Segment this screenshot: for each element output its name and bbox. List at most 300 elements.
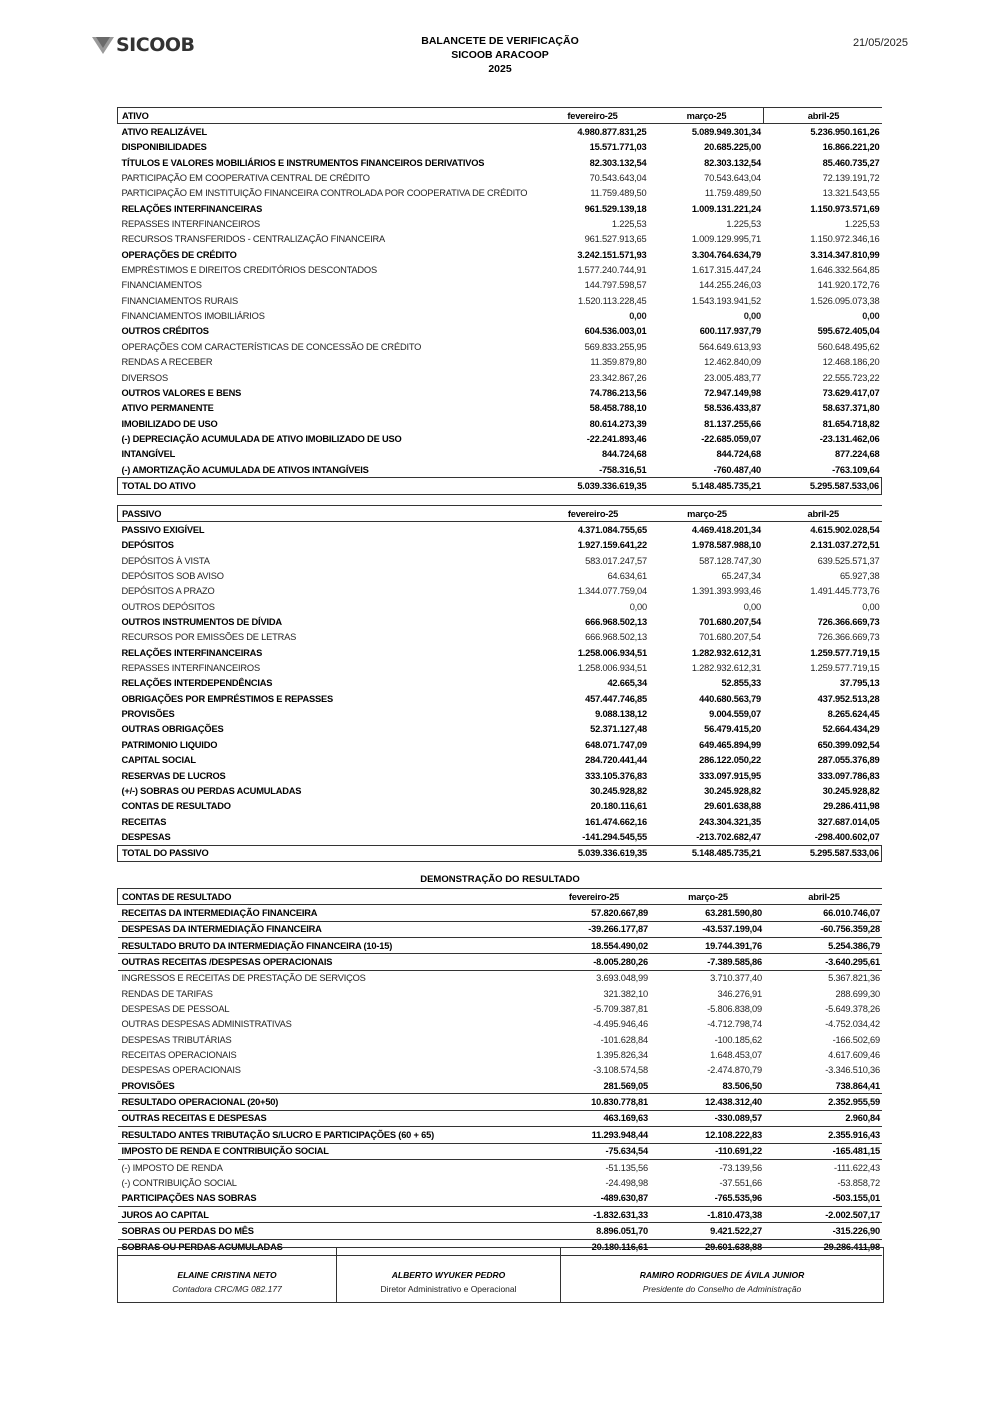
row-value: 15.571.771,03 (589, 142, 647, 153)
row-value: 1.648.453,07 (710, 1050, 762, 1061)
row-value: 5.236.950.161,26 (810, 127, 880, 138)
row-label: DISPONIBILIDADES (121, 142, 207, 153)
ativo-header-row (118, 108, 882, 124)
row-label: RECURSOS TRANSFERIDOS - CENTRALIZAÇÃO FINANCEIRA (121, 234, 385, 245)
row-value: 13.321.543,55 (822, 188, 880, 199)
table-row (118, 1223, 883, 1239)
row-value: 1.577.240.744,91 (577, 265, 647, 276)
total-row (118, 478, 882, 494)
row-value: 12.108.222,83 (650, 1127, 764, 1143)
ativo-header-label: ATIVO (118, 108, 535, 124)
table-row (118, 1047, 883, 1062)
row-label: RELAÇÕES INTERFINANCEIRAS (121, 203, 263, 214)
row-value: 463.169,63 (536, 1110, 650, 1126)
row-value: 1.520.113.228,45 (578, 295, 647, 306)
row-value: -8.005.280,26 (536, 954, 650, 970)
table-row (118, 385, 882, 400)
row-value: 11.359.879,80 (590, 357, 647, 368)
row-value: -39.266.177,87 (536, 921, 650, 937)
row-value: 30.245.928,82 (704, 785, 761, 796)
table-row (118, 599, 882, 614)
row-value: 321.382,10 (603, 988, 648, 999)
row-value: 83.506,50 (650, 1078, 764, 1094)
month-header: fevereiro-25 (535, 506, 649, 522)
row-label: OUTRAS RECEITAS /DESPESAS OPERACIONAIS (118, 954, 537, 970)
row-value: 9.088.138,12 (595, 709, 647, 720)
row-value: -213.702.682,47 (696, 831, 761, 842)
row-value: 1.617.315.447,24 (691, 265, 761, 276)
signature-president (560, 1248, 883, 1302)
row-value: -330.089,57 (650, 1110, 764, 1126)
row-value: -5.806.838,09 (707, 1004, 762, 1015)
row-value: 346.276,91 (717, 988, 762, 999)
row-value: 30.245.928,82 (590, 785, 647, 796)
table-row (118, 1032, 883, 1047)
row-value: 1.225,53 (844, 219, 880, 230)
row-value: 29.601.638,88 (650, 1239, 764, 1255)
table-row (118, 447, 882, 462)
row-value: -24.498,98 (605, 1177, 648, 1188)
row-value: -2.002.507,17 (764, 1206, 882, 1222)
row-value: -503.155,01 (764, 1191, 882, 1207)
row-value: 1.259.577.719,15 (810, 663, 880, 674)
row-value: 23.005.483,77 (704, 372, 761, 383)
row-value: 701.680.207,54 (699, 632, 761, 643)
table-row (118, 553, 882, 568)
row-value: 0,00 (629, 311, 647, 322)
row-value: 243.304.321,35 (699, 816, 761, 827)
row-label: (-) DEPRECIAÇÃO ACUMULADA DE ATIVO IMOBILIZADO DE USO (121, 433, 402, 444)
row-value: -37.551,66 (719, 1177, 762, 1188)
row-label: CONTAS DE RESULTADO (121, 801, 231, 812)
row-value: 1.491.445.773,76 (810, 586, 880, 597)
table-row (118, 737, 882, 752)
row-value: 56.479.415,20 (704, 724, 761, 735)
row-value: 284.720.441,44 (585, 755, 647, 766)
row-value: 3.304.764.634,79 (691, 249, 761, 260)
table-row (118, 140, 882, 155)
row-label: DESPESAS TRIBUTÁRIAS (121, 1034, 232, 1045)
row-value: -73.139,56 (719, 1162, 762, 1173)
row-label: JUROS AO CAPITAL (118, 1206, 537, 1222)
row-value: 281.569,05 (536, 1078, 650, 1094)
row-value: 1.225,53 (611, 219, 647, 230)
row-value: 4.469.418.201,34 (691, 525, 761, 536)
row-value: 5.367.821,36 (828, 973, 880, 984)
row-value: 0,00 (862, 601, 880, 612)
table-row (118, 308, 882, 323)
row-value: -298.400.602,07 (814, 831, 880, 842)
row-value: 58.458.788,10 (589, 403, 647, 414)
total-value: 5.295.587.533,06 (763, 478, 882, 494)
row-label: DESPESAS DA INTERMEDIAÇÃO FINANCEIRA (118, 921, 537, 937)
document-year: 2025 (488, 63, 512, 75)
row-value: -166.502,69 (832, 1034, 880, 1045)
table-row (118, 1001, 883, 1016)
row-value: -4.752.034,42 (825, 1019, 880, 1030)
row-value: 639.525.571,37 (817, 555, 880, 566)
row-value: 569.833.255,95 (584, 341, 647, 352)
month-header: fevereiro-25 (536, 889, 650, 905)
row-label: RECEITAS OPERACIONAIS (121, 1050, 237, 1061)
document-date: 21/05/2025 (852, 37, 908, 49)
table-row (118, 568, 882, 583)
row-value: 85.460.735,27 (822, 157, 880, 168)
row-value: 649.465.894,99 (699, 739, 761, 750)
total-label: TOTAL DO PASSIVO (118, 845, 536, 861)
row-value: 19.744.391,76 (650, 938, 764, 954)
table-row (118, 538, 882, 553)
row-value: 440.680.563,79 (699, 693, 761, 704)
row-value: -489.630,87 (536, 1191, 650, 1207)
table-row (118, 1078, 883, 1094)
row-value: 1.927.159.641,22 (577, 540, 647, 551)
row-label: IMOBILIZADO DE USO (121, 418, 218, 429)
table-row (118, 630, 882, 645)
row-value: 5.089.949.301,34 (691, 127, 761, 138)
row-value: -53.858,72 (837, 1177, 880, 1188)
row-value: -101.628,84 (600, 1034, 648, 1045)
row-label: PASSIVO EXIGÍVEL (121, 525, 205, 536)
row-value: -7.389.585,86 (650, 954, 764, 970)
table-row (118, 186, 882, 201)
month-header: abril-25 (763, 506, 882, 522)
signature-block (117, 1247, 884, 1303)
row-label: RENDAS A RECEBER (121, 357, 213, 368)
table-row (118, 431, 882, 446)
signatory-role: Diretor Administrativo e Operacional (380, 1284, 517, 1294)
table-row (118, 1127, 883, 1143)
row-value: -315.226,90 (764, 1223, 882, 1239)
row-label: INTANGÍVEL (121, 449, 176, 460)
row-value: 2.131.037.272,51 (810, 540, 880, 551)
row-value: 587.128.747,30 (699, 555, 761, 566)
row-value: 22.555.723,22 (822, 372, 880, 383)
document-title: BALANCETE DE VERIFICAÇÃO (421, 35, 579, 47)
dre-table (117, 888, 882, 1256)
row-value: 4.617.609,46 (828, 1050, 880, 1061)
row-value: 738.864,41 (764, 1078, 882, 1094)
passivo-header-label: PASSIVO (118, 506, 536, 522)
table-row (118, 339, 882, 354)
row-label: OBRIGAÇÕES POR EMPRÉSTIMOS E REPASSES (121, 693, 333, 704)
row-label: RESERVAS DE LUCROS (121, 770, 226, 781)
dre-header-row (118, 889, 883, 905)
table-row (118, 753, 882, 768)
row-value: 70.543.643,04 (704, 173, 761, 184)
row-value: 1.150.973.571,69 (810, 203, 880, 214)
total-label: TOTAL DO ATIVO (118, 478, 535, 494)
row-value: 70.543.643,04 (589, 173, 647, 184)
row-value: 11.759.489,50 (590, 188, 647, 199)
row-value: 0,00 (862, 311, 880, 322)
row-label: RECEITAS DA INTERMEDIAÇÃO FINANCEIRA (118, 905, 537, 921)
row-value: 1.526.095.073,38 (810, 295, 880, 306)
row-value: 42.665,34 (607, 678, 647, 689)
month-header: março-25 (650, 889, 764, 905)
row-value: 666.968.502,13 (585, 617, 647, 628)
table-row (118, 645, 882, 660)
row-label: FINANCIAMENTOS (121, 280, 202, 291)
row-value: 58.536.433,87 (704, 403, 761, 414)
month-header: abril-25 (763, 108, 882, 124)
dre-header-label: CONTAS DE RESULTADO (118, 889, 537, 905)
passivo-table (117, 505, 882, 862)
row-value: 961.529.139,18 (584, 203, 647, 214)
row-value: 1.395.826,34 (596, 1050, 648, 1061)
table-row (118, 1143, 883, 1159)
signatory-name: RAMIRO RODRIGUES DE ÁVILA JUNIOR (639, 1270, 805, 1280)
row-value: 73.629.417,07 (822, 387, 880, 398)
total-value: 5.148.485.735,21 (649, 478, 764, 494)
row-value: -763.109,64 (832, 464, 880, 475)
row-value: 877.224,68 (834, 449, 880, 460)
table-row (118, 1159, 883, 1175)
row-value: 141.920.172,76 (817, 280, 880, 291)
table-row (118, 522, 882, 538)
table-row (118, 1017, 883, 1032)
row-value: 1.282.932.612,31 (691, 647, 761, 658)
row-value: 29.286.411,98 (764, 1239, 882, 1255)
row-label: DESPESAS OPERACIONAIS (121, 1065, 241, 1076)
row-value: 600.117.937,79 (699, 326, 761, 337)
row-label: DEPÓSITOS SOB AVISO (121, 571, 224, 582)
row-value: 12.438.312,40 (650, 1094, 764, 1110)
row-value: 333.097.786,83 (817, 770, 880, 781)
table-row (118, 124, 882, 140)
total-value: 5.148.485.735,21 (649, 845, 763, 861)
row-value: 74.786.213,56 (589, 387, 647, 398)
row-value: -1.810.473,38 (650, 1206, 764, 1222)
row-value: 0,00 (629, 601, 647, 612)
signatory-name: ELAINE CRISTINA NETO (177, 1270, 277, 1280)
table-row (118, 1206, 883, 1222)
row-value: -43.537.199,04 (650, 921, 764, 937)
row-value: -75.634,54 (536, 1143, 650, 1159)
table-row (118, 691, 882, 706)
row-value: -100.185,62 (714, 1034, 762, 1045)
row-label: RESULTADO ANTES TRIBUTAÇÃO S/LUCRO E PARTICIPAÇÕES (60 + 65) (118, 1127, 537, 1143)
row-label: RECURSOS POR EMISSÕES DE LETRAS (121, 632, 297, 643)
row-label: OUTRAS DESPESAS ADMINISTRATIVAS (121, 1019, 292, 1030)
row-value: 8.265.624,45 (827, 709, 880, 720)
row-label: RELAÇÕES INTERDEPENDÊNCIAS (121, 678, 273, 689)
row-value: 81.654.718,82 (822, 418, 880, 429)
row-label: PROVISÕES (121, 709, 175, 720)
row-value: 457.447.746,85 (585, 693, 647, 704)
table-row (118, 970, 883, 986)
row-value: 701.680.207,54 (699, 617, 761, 628)
row-label: DEPÓSITOS A PRAZO (121, 586, 215, 597)
row-value: -3.108.574,58 (593, 1065, 648, 1076)
row-value: 81.137.255,66 (704, 418, 761, 429)
row-value: 66.010.746,07 (764, 905, 882, 921)
row-value: 1.009.129.995,71 (691, 234, 761, 245)
row-value: -758.316,51 (599, 464, 647, 475)
signatory-role: Presidente do Conselho de Administração (642, 1284, 802, 1294)
table-row (118, 155, 882, 170)
table-row (118, 293, 882, 308)
row-value: -23.131.462,06 (819, 433, 880, 444)
row-value: 4.371.084.755,65 (577, 525, 647, 536)
table-row (118, 232, 882, 247)
row-value: -760.487,40 (713, 464, 761, 475)
table-row (118, 938, 883, 954)
row-value: 333.097.915,95 (699, 770, 761, 781)
row-value: 12.462.840,09 (704, 357, 761, 368)
row-value: -110.691,22 (650, 1143, 764, 1159)
row-value: 10.830.778,81 (536, 1094, 650, 1110)
row-value: -5.649.378,26 (825, 1004, 880, 1015)
row-value: 3.710.377,40 (710, 973, 762, 984)
row-label: (+/-) SOBRAS OU PERDAS ACUMULADAS (121, 785, 302, 796)
month-header: março-25 (649, 506, 763, 522)
row-value: -4.712.798,74 (707, 1019, 762, 1030)
row-value: 58.637.371,80 (822, 403, 880, 414)
table-row (118, 201, 882, 216)
table-row (118, 986, 883, 1001)
row-value: 72.139.191,72 (822, 173, 880, 184)
row-value: 287.055.376,89 (817, 755, 880, 766)
row-label: DIVERSOS (121, 372, 168, 383)
total-value: 5.295.587.533,06 (763, 845, 882, 861)
row-value: 1.978.587.988,10 (691, 540, 761, 551)
table-row (118, 170, 882, 185)
signature-accountant (118, 1248, 336, 1302)
row-label: OPERAÇÕES DE CRÉDITO (121, 249, 237, 260)
row-value: 333.105.376,83 (585, 770, 647, 781)
row-label: FINANCIAMENTOS IMOBILIÁRIOS (121, 311, 265, 322)
row-value: 3.693.048,99 (596, 973, 648, 984)
row-value: 1.391.393.993,46 (691, 586, 761, 597)
row-value: 1.646.332.564,85 (810, 265, 880, 276)
row-value: 1.259.577.719,15 (810, 647, 880, 658)
row-value: 1.150.972.346,16 (810, 234, 880, 245)
row-value: 2.355.916,43 (764, 1127, 882, 1143)
row-value: 666.968.502,13 (585, 632, 647, 643)
row-value: 18.554.490,02 (536, 938, 650, 954)
table-row (118, 954, 883, 970)
table-row (118, 370, 882, 385)
row-value: -141.294.545,55 (582, 831, 647, 842)
row-value: 82.303.132,54 (589, 157, 647, 168)
row-value: 5.254.386,79 (764, 938, 882, 954)
row-value: 1.009.131.221,24 (691, 203, 761, 214)
row-value: 9.421.522,27 (650, 1223, 764, 1239)
row-value: -2.474.870,79 (707, 1065, 762, 1076)
row-value: 4.980.877.831,25 (577, 127, 647, 138)
table-row (118, 416, 882, 431)
row-value: 65.247,34 (721, 571, 761, 582)
dre-title: DEMONSTRAÇÃO DO RESULTADO (420, 874, 580, 885)
row-label: RESULTADO BRUTO DA INTERMEDIAÇÃO FINANCEIRA (10-15) (118, 938, 537, 954)
row-label: RELAÇÕES INTERFINANCEIRAS (121, 647, 263, 658)
row-label: CAPITAL SOCIAL (121, 755, 196, 766)
row-label: PARTICIPAÇÃO EM COOPERATIVA CENTRAL DE CRÉDITO (121, 173, 370, 184)
table-row (118, 921, 883, 937)
row-value: 1.258.006.934,51 (577, 647, 647, 658)
document-title-block (350, 34, 650, 76)
table-row (118, 247, 882, 262)
row-value: 57.820.667,89 (536, 905, 650, 921)
row-value: 564.649.613,93 (699, 341, 761, 352)
row-value: 4.615.902.028,54 (810, 525, 880, 536)
month-header: abril-25 (764, 889, 882, 905)
table-row (118, 783, 882, 798)
row-value: -765.535,96 (650, 1191, 764, 1207)
row-value: 286.122.050,22 (699, 755, 761, 766)
row-value: 604.536.003,01 (584, 326, 647, 337)
row-label: (-) IMPOSTO DE RENDA (121, 1162, 223, 1173)
table-row (118, 278, 882, 293)
row-value: 23.342.867,26 (589, 372, 647, 383)
row-value: 288.699,30 (835, 988, 880, 999)
table-row (118, 1191, 883, 1207)
row-label: OUTROS VALORES E BENS (121, 387, 242, 398)
passivo-header-row (118, 506, 882, 522)
row-value: 20.180.116,61 (590, 801, 647, 812)
row-label: FINANCIAMENTOS RURAIS (121, 295, 239, 306)
row-label: REPASSES INTERFINANCEIROS (121, 663, 260, 674)
row-value: 20.685.225,00 (704, 142, 761, 153)
table-row (118, 216, 882, 231)
table-row (118, 324, 882, 339)
sicoob-logo-icon (92, 34, 114, 56)
row-value: 1.225,53 (726, 219, 761, 230)
row-label: DESPESAS (121, 831, 171, 842)
row-value: -5.709.387,81 (593, 1004, 648, 1015)
row-value: 29.601.638,88 (704, 801, 761, 812)
row-value: 161.474.662,16 (585, 816, 647, 827)
row-value: 20.180.116,61 (536, 1239, 650, 1255)
table-row (118, 355, 882, 370)
row-label: OUTROS INSTRUMENTOS DE DÍVIDA (121, 617, 282, 628)
row-value: 144.797.598,57 (584, 280, 647, 291)
table-row (118, 584, 882, 599)
row-value: 37.795,13 (839, 678, 880, 689)
row-label: RENDAS DE TARIFAS (121, 988, 213, 999)
row-value: 650.399.092,54 (817, 739, 880, 750)
row-value: -3.346.510,36 (825, 1065, 880, 1076)
row-value: 961.527.913,65 (584, 234, 647, 245)
row-value: -22.685.059,07 (701, 433, 761, 444)
row-value: 3.242.151.571,93 (577, 249, 647, 260)
row-value: 12.468.186,20 (822, 357, 880, 368)
row-value: 2.960,84 (764, 1110, 882, 1126)
row-value: 8.896.051,70 (536, 1223, 650, 1239)
row-value: -51.135,56 (605, 1162, 648, 1173)
row-value: 0,00 (743, 601, 761, 612)
row-value: 648.071.747,09 (585, 739, 647, 750)
row-label: INGRESSOS E RECEITAS DE PRESTAÇÃO DE SERVIÇOS (121, 973, 366, 984)
row-value: 9.004.559,07 (709, 709, 761, 720)
row-label: OUTRAS RECEITAS E DESPESAS (118, 1110, 537, 1126)
row-value: 1.344.077.759,04 (577, 586, 647, 597)
row-value: 726.366.669,73 (817, 617, 880, 628)
table-row (118, 462, 882, 478)
total-value: 5.039.336.619,35 (535, 845, 649, 861)
row-value: -60.756.359,28 (764, 921, 882, 937)
row-value: 437.952.513,28 (817, 693, 880, 704)
row-label: SOBRAS OU PERDAS ACUMULADAS (118, 1239, 537, 1255)
table-row (118, 1094, 883, 1110)
row-value: 3.314.347.810,99 (810, 249, 880, 260)
row-value: 844.724,68 (601, 449, 647, 460)
row-label: PROVISÕES (118, 1078, 537, 1094)
row-value: 30.245.928,82 (822, 785, 880, 796)
row-value: 1.258.006.934,51 (577, 663, 647, 674)
row-value: 144.255.246,03 (699, 280, 761, 291)
